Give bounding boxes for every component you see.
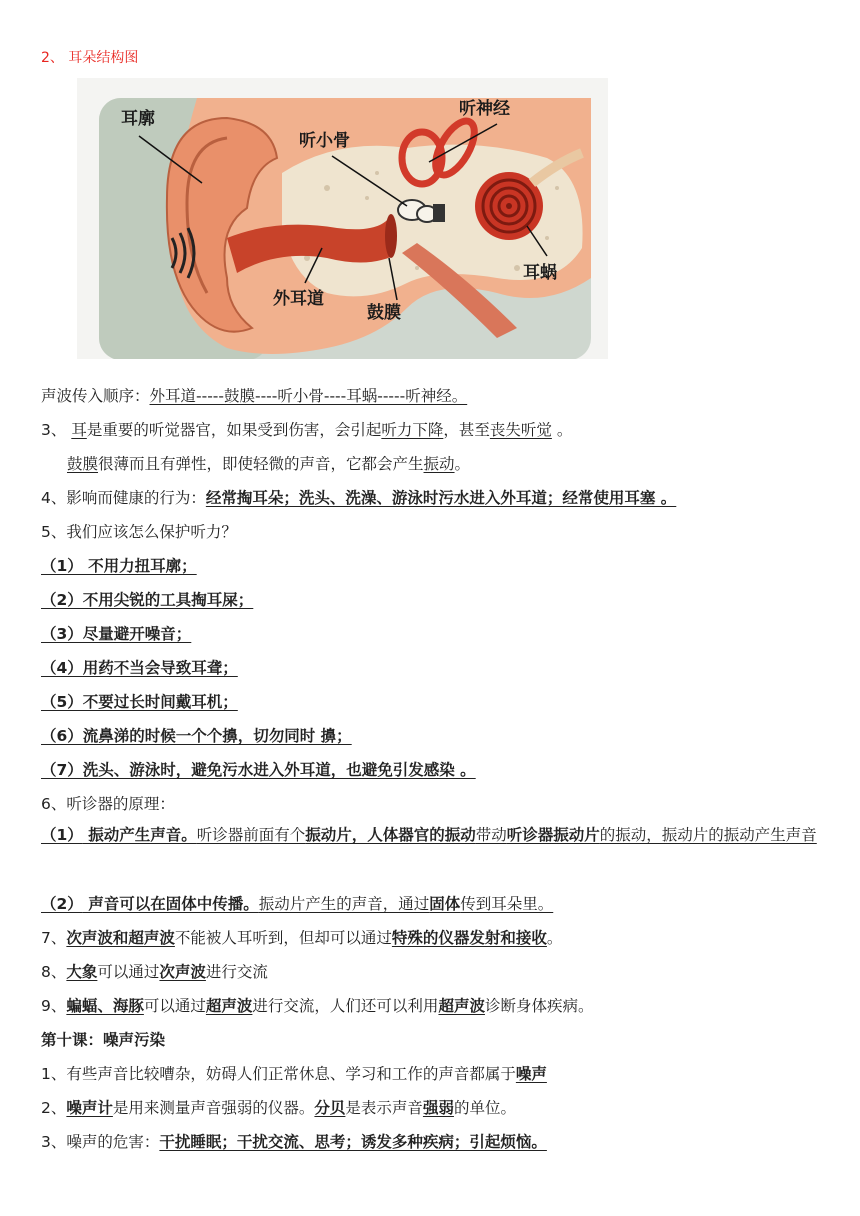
item-9-line xyxy=(41,995,830,1017)
key-term: 耳 xyxy=(71,421,87,439)
key-term: 固体 xyxy=(429,895,461,913)
item-5-heading: 5、我们应该怎么保护听力？ xyxy=(41,523,237,541)
point-number: （1） xyxy=(41,826,83,844)
text-span: 1、有些声音比较嘈杂，妨碍人们正常休息、学习和工作的声音都属于 xyxy=(41,1065,516,1083)
label-cochlea: 耳蜗 xyxy=(523,263,557,283)
item-label: 4、影响而健康的行为： xyxy=(41,489,206,507)
item-number: 3、 xyxy=(41,421,67,439)
text-span: 。 xyxy=(551,421,573,439)
key-term: 听力下降 xyxy=(381,421,444,439)
key-term: 听诊器振动片 xyxy=(506,826,600,844)
label-auditory-nerve: 听神经 xyxy=(459,99,510,119)
key-term: 噪声 xyxy=(515,1065,547,1083)
text-span: 的单位。 xyxy=(453,1099,516,1117)
item-6-heading: 6、听诊器的原理： xyxy=(41,795,175,813)
key-term: 大象 xyxy=(66,963,98,981)
text-span: 听诊器前面有个 xyxy=(196,826,306,844)
item-8-line xyxy=(41,961,830,983)
key-term: 特殊的仪器发射和接收 xyxy=(391,929,547,947)
eardrum-shape xyxy=(385,214,397,258)
item-7-line xyxy=(41,927,830,949)
list-item-text: （3）尽量避开噪音； xyxy=(41,625,192,643)
key-term: 次声波 xyxy=(159,963,206,981)
key-term: 蝙蝠、海豚 xyxy=(66,997,144,1015)
ear-structure-diagram xyxy=(77,78,608,359)
list-item-text: （2）不用尖锐的工具掏耳屎； xyxy=(41,591,254,609)
text-span: 3、噪声的危害： xyxy=(41,1133,160,1151)
item-4-line xyxy=(41,487,830,509)
key-term: 干扰睡眠；干扰交流、思考；诱发多种疾病；引起烦恼。 xyxy=(159,1133,547,1151)
text-span: 是重要的听觉器官，如果受到伤害，会引起 xyxy=(86,421,382,439)
key-term: 振动 xyxy=(423,455,455,473)
text-span: 是表示声音 xyxy=(345,1099,423,1117)
lesson-10-line-3 xyxy=(41,1131,830,1153)
text-span: 进行交流，人们还可以利用 xyxy=(252,997,439,1015)
key-term: 噪声计 xyxy=(66,1099,113,1117)
key-term: 振动产生声音。 xyxy=(82,826,197,844)
label-eardrum: 鼓膜 xyxy=(367,303,401,323)
list-item xyxy=(41,725,830,747)
list-item-text: （4）用药不当会导致耳聋； xyxy=(41,659,238,677)
list-item-text: （6）流鼻涕的时候一个个擤，切勿同时 擤； xyxy=(41,727,352,745)
item-value: 经常掏耳朵；洗头、洗澡、游泳时污水进入外耳道；经常使用耳塞 。 xyxy=(205,489,677,507)
label-ear-canal: 外耳道 xyxy=(273,289,324,309)
label-ossicles: 听小骨 xyxy=(299,131,350,151)
list-item xyxy=(41,623,830,645)
text-span: 是用来测量声音强弱的仪器。 xyxy=(112,1099,315,1117)
text-span: ，甚至 xyxy=(443,421,490,439)
key-term: 超声波 xyxy=(205,997,253,1015)
point-number: （2） xyxy=(41,895,83,913)
item-6-point-1 xyxy=(41,819,830,852)
sound-order-label: 声波传入顺序： xyxy=(41,387,150,405)
text-span: 诊断身体疾病。 xyxy=(484,997,594,1015)
item-number: 9、 xyxy=(41,997,67,1015)
key-term: 鼓膜 xyxy=(67,455,99,473)
text-span: 可以通过 xyxy=(97,963,160,981)
list-item xyxy=(41,589,830,611)
list-item xyxy=(41,759,830,781)
key-term: 超声波 xyxy=(438,997,485,1015)
text-span: 振动片产生的声音，通过 xyxy=(258,895,430,913)
sound-order-value: 外耳道-----鼓膜----听小骨----耳蜗-----听神经。 xyxy=(149,387,468,405)
text-span: 传到耳朵里。 xyxy=(460,895,554,913)
list-item-text: （1） 不用力扭耳廓； xyxy=(41,557,197,575)
item-number: 8、 xyxy=(41,963,67,981)
list-item xyxy=(41,691,830,713)
item-number: 2、 xyxy=(41,1099,67,1117)
label-pinna: 耳廓 xyxy=(121,109,155,129)
list-item xyxy=(41,657,830,679)
lesson-10-title: 第十课：噪声污染 xyxy=(41,1031,166,1049)
key-term: 丧失听觉 xyxy=(489,421,552,439)
text-span: 可以通过 xyxy=(143,997,206,1015)
section-heading: 2、 耳朵结构图 xyxy=(41,50,139,66)
key-term: 分贝 xyxy=(314,1099,346,1117)
sound-order-line xyxy=(41,385,830,407)
list-item-text: （7）洗头、游泳时，避免污水进入外耳道，也避免引发感染 。 xyxy=(41,761,476,779)
item-3-line-1 xyxy=(41,419,830,441)
key-term: 声音可以在固体中传播。 xyxy=(82,895,259,913)
text-span: 。 xyxy=(454,455,471,473)
text-span: 的振动，振动片的振动产生声音 xyxy=(599,826,817,844)
key-term: 次声波和超声波 xyxy=(66,929,175,947)
text-span: 。 xyxy=(546,929,563,947)
ear-diagram-svg xyxy=(77,78,608,359)
text-span: 带动 xyxy=(475,826,507,844)
item-3-line-2 xyxy=(67,453,830,475)
key-term: 强弱 xyxy=(422,1099,454,1117)
key-term: 振动片，人体器官的振动 xyxy=(305,826,476,844)
text-span: 很薄而且有弹性，即使轻微的声音，它都会产生 xyxy=(98,455,424,473)
text-span: 不能被人耳听到，但却可以通过 xyxy=(174,929,392,947)
item-number: 7、 xyxy=(41,929,67,947)
item-6-point-2 xyxy=(41,893,830,915)
list-item-text: （5）不要过长时间戴耳机； xyxy=(41,693,238,711)
lesson-10-line-1 xyxy=(41,1063,830,1085)
list-item xyxy=(41,555,830,577)
text-span: 进行交流 xyxy=(205,963,268,981)
lesson-10-line-2 xyxy=(41,1097,830,1119)
